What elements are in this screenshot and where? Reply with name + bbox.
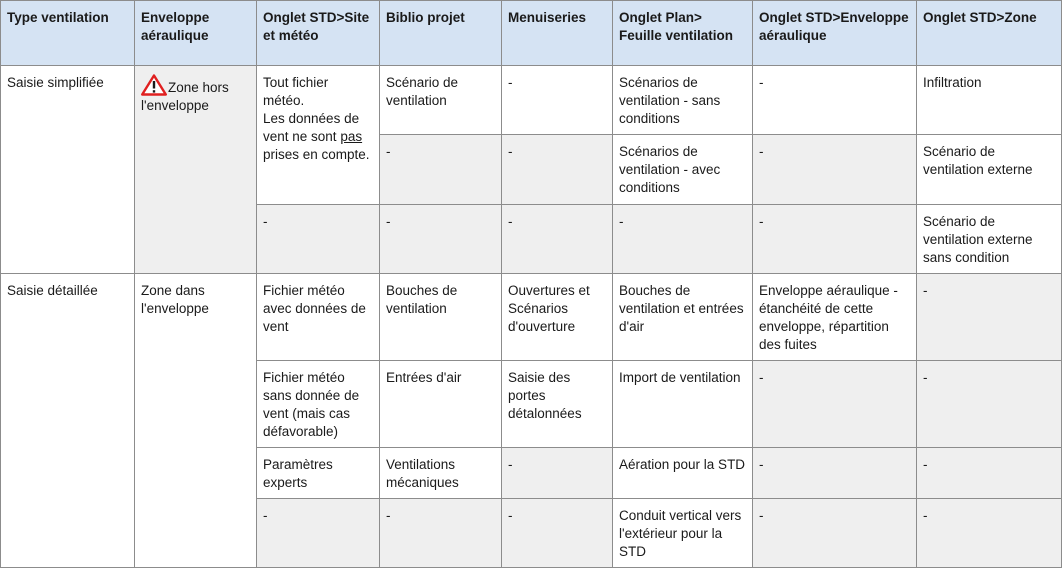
header-onglet-std-zone: Onglet STD>Zone — [917, 1, 1062, 66]
header-row — [1, 1, 1062, 66]
std-env-cell: - — [753, 361, 917, 448]
std-env-cell: - — [753, 448, 917, 499]
enveloppe-detailed: Zone dans l'enveloppe — [135, 274, 257, 568]
menuiseries-cell: Saisie des portes détalonnées — [502, 361, 613, 448]
enveloppe-simplified-text: Zone hors l'enveloppe — [141, 80, 229, 113]
meteo-simplified — [257, 66, 380, 205]
menuiseries-cell: - — [502, 448, 613, 499]
biblio-cell: - — [380, 499, 502, 568]
biblio-cell: Scénario de ventilation — [380, 66, 502, 135]
menuiseries-cell: - — [502, 66, 613, 135]
zone-cell: - — [917, 274, 1062, 361]
table-row — [1, 274, 1062, 361]
menuiseries-cell: - — [502, 205, 613, 274]
plan-cell: - — [613, 205, 753, 274]
biblio-cell: Entrées d'air — [380, 361, 502, 448]
zone-cell: - — [917, 448, 1062, 499]
header-onglet-plan-feuille-ventilation: Onglet Plan> Feuille ventilation — [613, 1, 753, 66]
biblio-cell: Bouches de ventilation — [380, 274, 502, 361]
biblio-cell: Ventilations mécaniques — [380, 448, 502, 499]
table-row — [1, 66, 1062, 135]
header-enveloppe-aeraulique: Enveloppe aéraulique — [135, 1, 257, 66]
type-simplified: Saisie simplifiée — [1, 66, 135, 274]
meteo-cell: Fichier météo avec données de vent — [257, 274, 380, 361]
zone-cell: Infiltration — [917, 66, 1062, 135]
enveloppe-simplified — [135, 66, 257, 274]
plan-cell: Scénarios de ventilation - sans conditions — [613, 66, 753, 135]
header-biblio-projet: Biblio projet — [380, 1, 502, 66]
warning-triangle-icon — [141, 74, 167, 96]
meteo-simplified-line2b: prises en compte. — [263, 147, 370, 162]
header-onglet-std-site-meteo: Onglet STD>Site et météo — [257, 1, 380, 66]
zone-cell: Scénario de ventilation externe sans condition — [917, 205, 1062, 274]
std-env-cell: Enveloppe aéraulique - étanchéité de cette enveloppe, répartition des fuites — [753, 274, 917, 361]
zone-cell: Scénario de ventilation externe — [917, 135, 1062, 205]
meteo-cell: - — [257, 499, 380, 568]
std-env-cell: - — [753, 499, 917, 568]
std-env-cell: - — [753, 66, 917, 135]
plan-cell: Conduit vertical vers l'extérieur pour la STD — [613, 499, 753, 568]
biblio-cell: - — [380, 205, 502, 274]
zone-cell: - — [917, 499, 1062, 568]
meteo-cell: Fichier météo sans donnée de vent (mais cas défavorable) — [257, 361, 380, 448]
plan-cell: Scénarios de ventilation - avec conditions — [613, 135, 753, 205]
biblio-cell: - — [380, 135, 502, 205]
plan-cell: Import de ventilation — [613, 361, 753, 448]
header-type-ventilation: Type ventilation — [1, 1, 135, 66]
meteo-simplified-line1: Tout fichier météo. — [263, 75, 329, 108]
header-onglet-std-enveloppe: Onglet STD>Enveloppe aéraulique — [753, 1, 917, 66]
plan-cell: Aération pour la STD — [613, 448, 753, 499]
menuiseries-cell: Ouvertures et Scénarios d'ouverture — [502, 274, 613, 361]
type-detailed: Saisie détaillée — [1, 274, 135, 568]
menuiseries-cell: - — [502, 499, 613, 568]
std-env-cell: - — [753, 205, 917, 274]
menuiseries-cell: - — [502, 135, 613, 205]
meteo-simplified-underlined: pas — [340, 129, 363, 144]
zone-cell: - — [917, 361, 1062, 448]
meteo-cell: Paramètres experts — [257, 448, 380, 499]
header-menuiseries: Menuiseries — [502, 1, 613, 66]
std-env-cell: - — [753, 135, 917, 205]
plan-cell: Bouches de ventilation et entrées d'air — [613, 274, 753, 361]
meteo-cell: - — [257, 205, 380, 274]
meteo-simplified-line2a: Les données de vent ne sont — [263, 111, 360, 144]
